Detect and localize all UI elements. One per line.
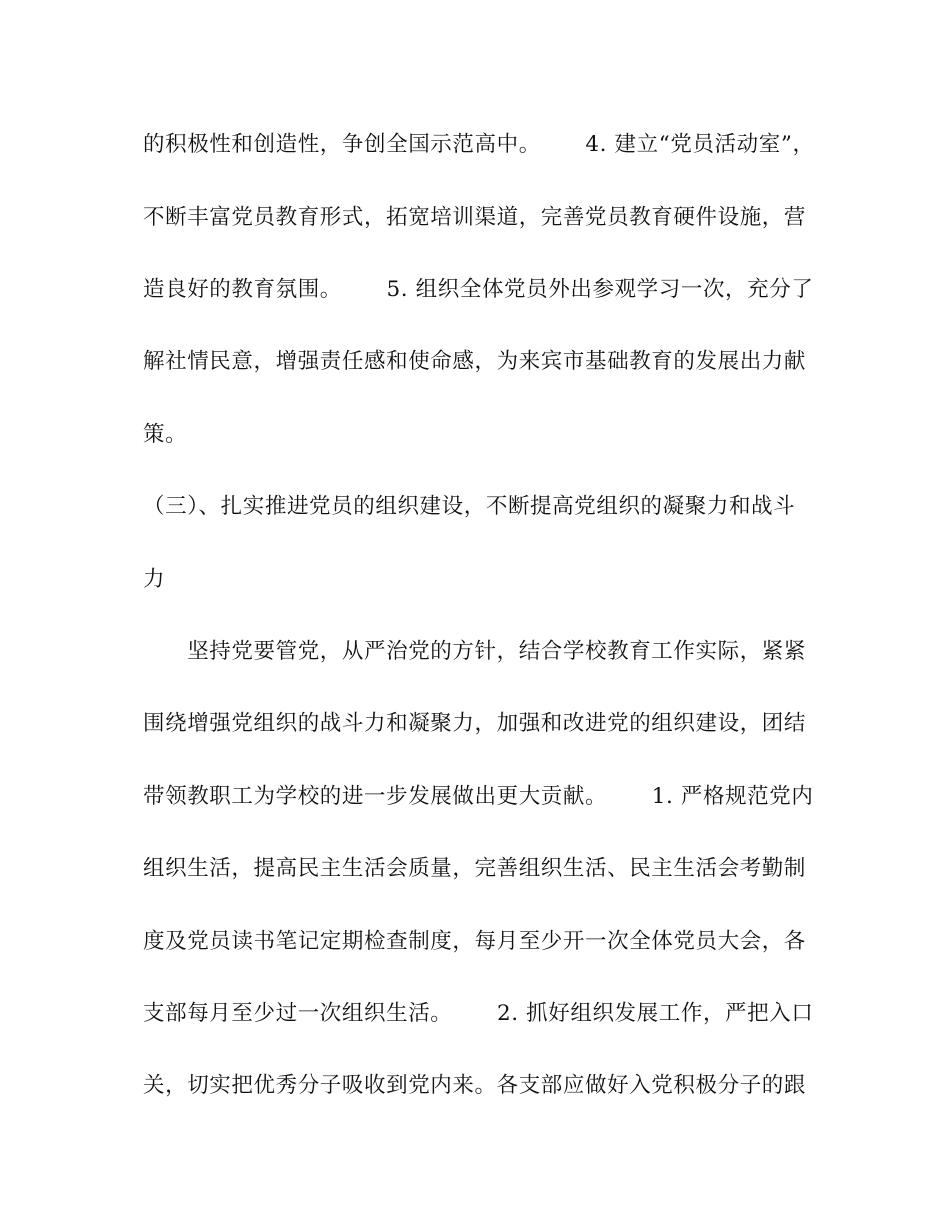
text-line: 策。 [143,422,188,447]
text-line: 坚持党要管党，从严治党的方针，结合学校教育工作实际，紧紧 [143,639,807,664]
text-line: 的积极性和创造性，争创全国示范高中。 4. 建立“党员活动室”， [143,132,815,157]
text-line: 组织生活，提高民主生活会质量，完善组织生活、民主生活会考勤制 [143,856,807,881]
section-heading-continued: 力 [143,567,166,592]
text-line: 不断丰富党员教育形式，拓宽培训渠道，完善党员教育硬件设施，营 [143,205,807,230]
text-line: 支部每月至少过一次组织生活。 2. 抓好组织发展工作，严把入口 [143,1001,814,1026]
text-line: 解社情民意，增强责任感和使命感，为来宾市基础教育的发展出力献 [143,349,807,374]
text-line: 造良好的教育氛围。 5. 组织全体党员外出参观学习一次，充分了 [143,277,814,302]
text-line: 带领教职工为学校的进一步发展做出更大贡献。 1. 严格规范党内 [143,784,814,809]
text-line: 关，切实把优秀分子吸收到党内来。各支部应做好入党积极分子的跟 [143,1073,807,1098]
text-line: 度及党员读书笔记定期检查制度，每月至少开一次全体党员大会，各 [143,929,807,954]
text-line: 围绕增强党组织的战斗力和凝聚力，加强和改进党的组织建设，团结 [143,711,807,736]
section-heading: （三）、扎实推进党员的组织建设，不断提高党组织的凝聚力和战斗 [143,494,796,519]
